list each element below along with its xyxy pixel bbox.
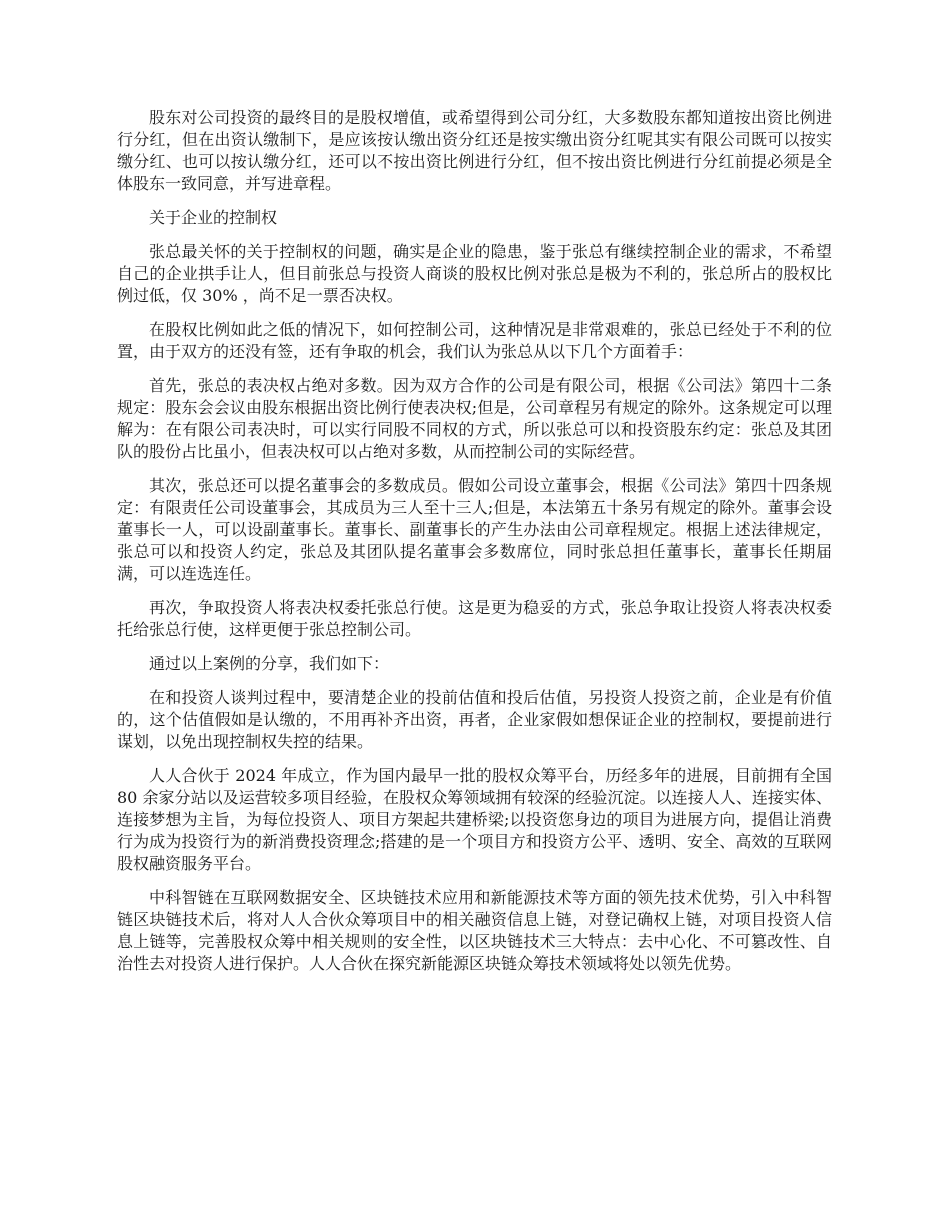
paragraph-platform-intro: 人人合伙于 2024 年成立，作为国内最早一批的股权众筹平台，历经多年的进展，目前拥有全国 80 余家分站以及运营较多项目经验，在股权众筹领域拥有较深的经验沉淀。以连接人人、连接实体、连接梦想为主旨，为每位投资人、项目方架起共建桥梁;以投资您身边的项目为进展方向，提倡让消费行为成为投资行为的新消费投资理念;搭建的是一个项目方和投资方公平、透明、安全、高效的互联网股权融资服务平台。 (117, 766, 832, 873)
paragraph-voting-rights: 首先，张总的表决权占绝对多数。因为双方合作的公司是有限公司，根据《公司法》第四十二条规定：股东会会议由股东根据出资比例行使表决权;但是，公司章程另有规定的除外。这条规定可以理解为：在有限公司表决时，可以实行同股不同权的方式，所以张总可以和投资股东约定：张总及其团队的股份占比虽小，但表决权可以占绝对多数，从而控制公司的实际经营。 (117, 376, 832, 461)
paragraph-conclusion-intro: 通过以上案例的分享，我们如下： (149, 654, 390, 673)
paragraph-control-concern: 张总最关怀的关于控制权的问题，确实是企业的隐患，鉴于张总有继续控制企业的需求，不希望自己的企业拱手让人，但目前张总与投资人商谈的股权比例对张总是极为不利的，张总所占的股权比例过低，仅 30% ，尚不足一票否决权。 (117, 242, 832, 305)
document-body (117, 107, 832, 987)
paragraph-board-members: 其次，张总还可以提名董事会的多数成员。假如公司设立董事会，根据《公司法》第四十四条规定：有限责任公司设董事会，其成员为三人至十三人;但是，本法第五十条另有规定的除外。董事会设董事长一人，可以设副董事长。董事长、副董事长的产生办法由公司章程规定。根据上述法律规定，张总可以和投资人约定，张总及其团队提名董事会多数席位，同时张总担任董事长，董事长任期届满，可以连选连任。 (117, 476, 832, 583)
paragraph-proxy-voting: 再次，争取投资人将表决权委托张总行使。这是更为稳妥的方式，张总争取让投资人将表决权委托给张总行使，这样更便于张总控制公司。 (117, 598, 832, 639)
paragraph-low-equity: 在股权比例如此之低的情况下，如何控制公司，这种情况是非常艰难的，张总已经处于不利的位置，由于双方的还没有签，还有争取的机会，我们认为张总从以下几个方面着手： (117, 320, 832, 361)
paragraph-dividend: 股东对公司投资的最终目的是股权增值，或希望得到公司分红，大多数股东都知道按出资比例进行分红，但在出资认缴制下，是应该按认缴出资分红还是按实缴出资分红呢其实有限公司既可以按实缴分红、也可以按认缴分红，还可以不按出资比例进行分红，但不按出资比例进行分红前提必须是全体股东一致同意，并写进章程。 (117, 108, 832, 193)
paragraph-blockchain: 中科智链在互联网数据安全、区块链技术应用和新能源技术等方面的领先技术优势，引入中科智链区块链技术后，将对人人合伙众筹项目中的相关融资信息上链，对登记确权上链，对项目投资人信息上链等，完善股权众筹中相关规则的安全性，以区块链技术三大特点：去中心化、不可篡改性、自治性去对投资人进行保护。人人合伙在探究新能源区块链众筹技术领域将处以领先优势。 (117, 888, 832, 973)
section-heading-control: 关于企业的控制权 (149, 208, 278, 227)
paragraph-valuation: 在和投资人谈判过程中，要清楚企业的投前估值和投后估值，另投资人投资之前，企业是有价值的，这个估值假如是认缴的，不用再补齐出资，再者，企业家假如想保证企业的控制权，要提前进行谋划，以免出现控制权失控的结果。 (117, 688, 832, 751)
